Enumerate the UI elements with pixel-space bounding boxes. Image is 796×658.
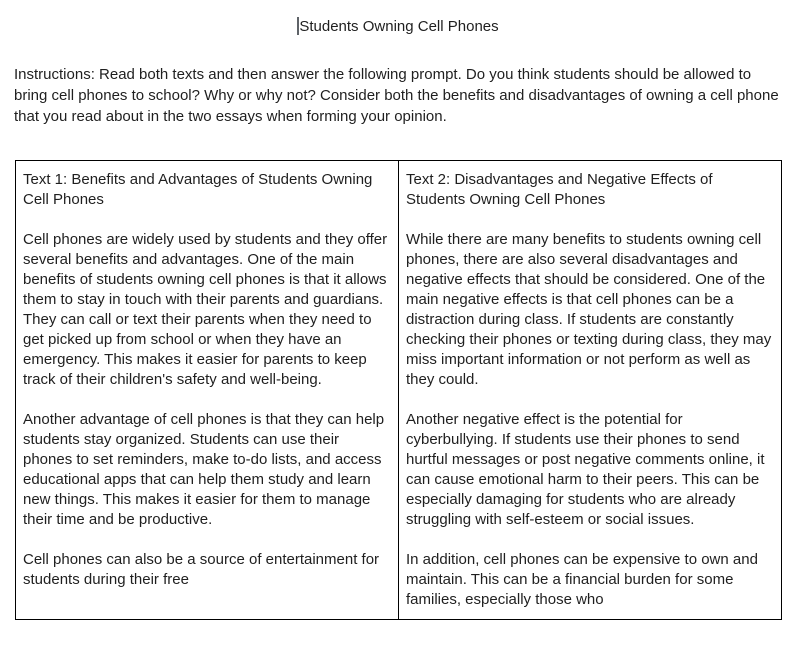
text2-paragraph-1[interactable]: While there are many benefits to students owning cell phones, there are also several disadvantages and negative effects that should be considered. One of the main negative effects is that cell phones can be a distraction during class. If students are constantly checking their phones or texting during class, they may miss important information or not perform as well as they could. — [406, 231, 772, 388]
text1-paragraph-3[interactable]: Cell phones can also be a source of entertainment for students during their free — [23, 551, 380, 588]
instructions-paragraph[interactable]: Instructions: Read both texts and then answer the following prompt. Do you think students should be allowed to bring cell phones to school? Why or why not? Consider both the benefits and disadvantages of owning a cell phone that you read about in the two essays when forming your opinion. — [14, 66, 779, 125]
text2-paragraph-3[interactable]: In addition, cell phones can be expensive to own and maintain. This can be a financial burden for some families, especially those who — [406, 551, 758, 608]
text1-paragraph-1[interactable]: Cell phones are widely used by students and they offer several benefits and advantages. One of the main benefits of students owning cell phones is that it allows them to stay in touch with their parents and guardians. They can call or text their parents when they need to get picked up from school or when they have an emergency. This makes it easier for parents to keep track of their children's safety and well-being. — [23, 231, 388, 388]
document-title-text[interactable]: Students Owning Cell Phones — [299, 18, 499, 35]
table-row — [16, 161, 782, 620]
text1-cell[interactable] — [16, 161, 399, 620]
text1-paragraph-2[interactable]: Another advantage of cell phones is that they can help students stay organized. Students can use their phones to set reminders, make to-do lists, and access educational apps that can help them study and learn new things. This makes it easier for them to manage their time and be productive. — [23, 411, 385, 528]
document-title-line[interactable] — [0, 17, 796, 37]
text1-heading[interactable]: Text 1: Benefits and Advantages of Students Owning Cell Phones — [23, 171, 373, 208]
text2-cell[interactable] — [399, 161, 782, 620]
texts-comparison-table — [15, 160, 782, 620]
text2-heading[interactable]: Text 2: Disadvantages and Negative Effects of Students Owning Cell Phones — [406, 171, 713, 208]
text2-paragraph-2[interactable]: Another negative effect is the potential for cyberbullying. If students use their phones to send hurtful messages or post negative comments online, it can cause emotional harm to their peers. This can be especially damaging for students who are already struggling with self-esteem or social issues. — [406, 411, 765, 528]
